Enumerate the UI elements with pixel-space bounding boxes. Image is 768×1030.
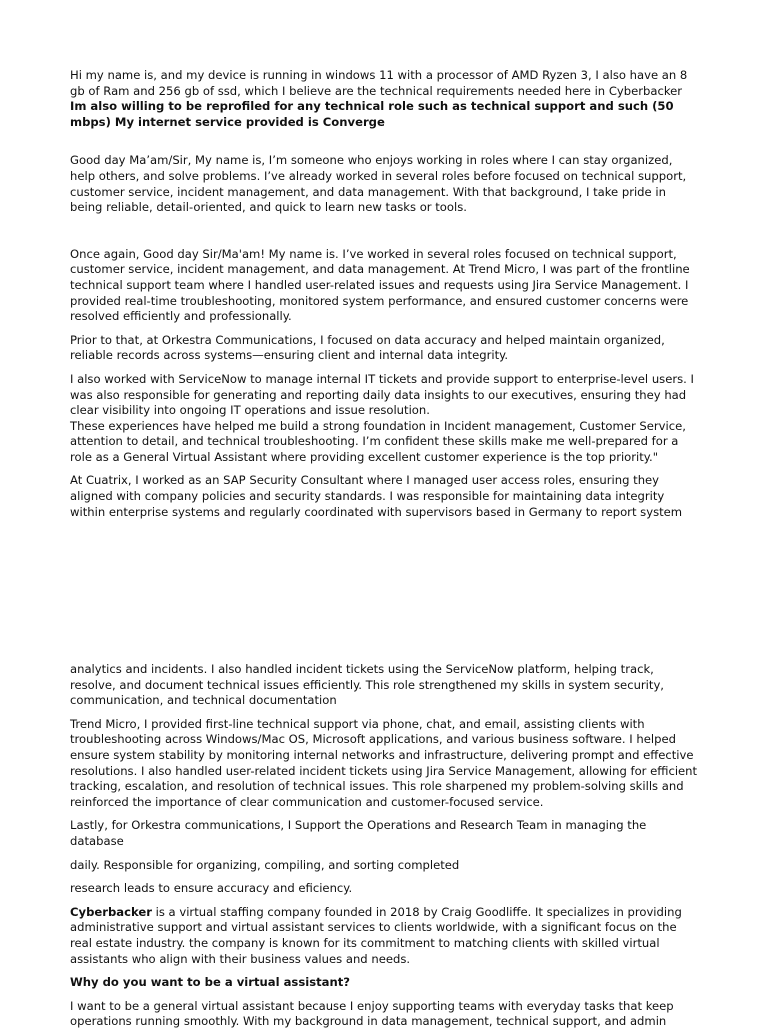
intro-bold-paragraph: Im also willing to be reprofiled for any technical role such as technical support and such (50 mbps) My internet service provided is Converge: [70, 99, 674, 129]
document-page-top: [70, 68, 700, 520]
orkestra-paragraph-2: Lastly, for Orkestra communications, I Support the Operations and Research Team in managing the database: [70, 818, 647, 848]
intro-paragraph: Hi my name is, and my device is running in windows 11 with a processor of AMD Ryzen 3, I also have an 8 gb of Ram and 256 gb of ssd, which I believe are the technical requirements needed here in Cyberbacker: [70, 68, 688, 98]
cuatrix-paragraph-part1: At Cuatrix, I worked as an SAP Security Consultant where I managed user access roles, ensuring they aligned with company policies and security standards. I was responsible for maintaining data integrity within enterprise systems and regularly coordinated with supervisors based in Germany to report system: [70, 473, 683, 519]
research-paragraph: research leads to ensure accuracy and eficiency.: [70, 881, 353, 896]
why-paragraph: I want to be a general virtual assistant because I enjoy supporting teams with everyday tasks that keep operations running smoothly. With my background in data management, technical support, and admin: [70, 998, 674, 1029]
cyberbacker-paragraph: [70, 905, 700, 967]
cyberbacker-name: Cyberbacker: [70, 904, 152, 919]
daily-paragraph: daily. Responsible for organizing, compiling, and sorting completed: [70, 857, 460, 872]
experiences-paragraph: These experiences have helped me build a strong foundation in Incident management, Customer Service, attention to detail, and technical troubleshooting. I’m confident these skills make me well-prepared for a role as a General Virtual Assistant where providing excellent customer experience is the top priority.": [70, 418, 686, 464]
document-page-bottom: [70, 662, 700, 1030]
servicenow-paragraph: I also worked with ServiceNow to manage internal IT tickets and provide support to enterprise-level users. I was also responsible for generating and reporting daily data insights to our executives, ensuring they had clear visibility into ongoing IT operations and issue resolution.: [70, 371, 694, 418]
cuatrix-paragraph-part2: analytics and incidents. I also handled incident tickets using the ServiceNow platform, helping track, resolve, and document technical issues efficiently. This role strengthened my skills in system security, communication, and technical documentation: [70, 662, 664, 708]
greeting-paragraph-1: Good day Ma’am/Sir, My name is, I’m someone who enjoys working in roles where I can stay organized, help others, and solve problems. I’ve already worked in several roles before focused on technical support, customer service, incident management, and data management. With that background, I take pride in being reliable, detail-oriented, and quick to learn new tasks or tools.: [70, 153, 687, 215]
orkestra-paragraph-1: Prior to that, at Orkestra Communications, I focused on data accuracy and helped maintain organized, reliable records across systems—ensuring client and internal data integrity.: [70, 332, 665, 363]
why-heading: Why do you want to be a virtual assistant?: [70, 975, 350, 990]
trendmicro-paragraph: Trend Micro, I provided first-line technical support via phone, chat, and email, assisting clients with troubleshooting across Windows/Mac OS, Microsoft applications, and various business software. I helped ensure system stability by monitoring internal networks and infrastructure, delivering prompt and effective resolutions. I also handled user-related incident tickets using Jira Service Management, allowing for efficient tracking, escalation, and resolution of technical issues. This role sharpened my problem-solving skills and reinforced the importance of clear communication and customer-focused service.: [70, 716, 698, 809]
cyberbacker-text: is a virtual staffing company founded in 2018 by Craig Goodliffe. It specializes in providing administrative support and virtual assistant services to clients worldwide, with a significant focus on the real estate industry. the company is known for its commitment to matching clients with skilled virtual assistants who align with their business values and needs.: [70, 904, 682, 966]
greeting-paragraph-2: Once again, Good day Sir/Ma'am! My name is. I’ve worked in several roles focused on technical support, customer service, incident management, and data management. At Trend Micro, I was part of the frontline technical support team where I handled user-related issues and requests using Jira Service Management. I provided real-time troubleshooting, monitored system performance, and ensured customer concerns were resolved efficiently and professionally.: [70, 246, 690, 324]
